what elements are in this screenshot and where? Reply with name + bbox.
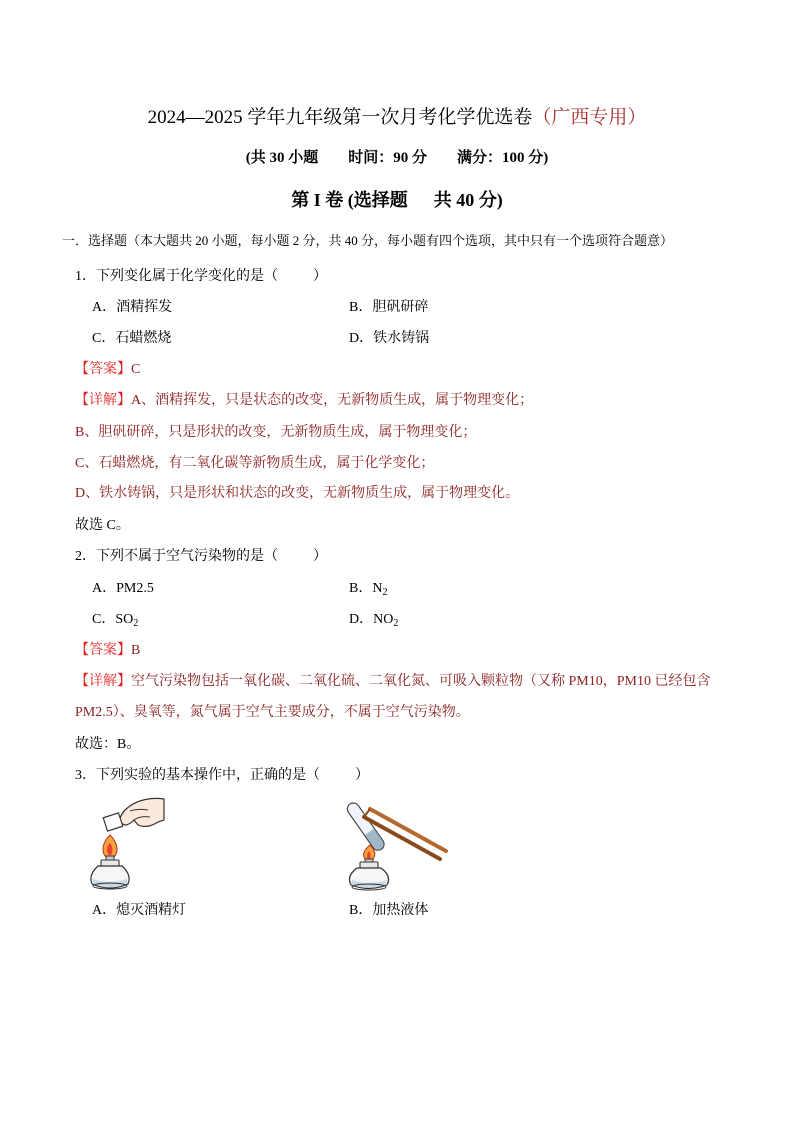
- q2-conclusion: 故选：B。: [75, 737, 141, 752]
- exam-info: [0, 147, 794, 169]
- q2-detail-line: PM2.5）、臭氧等，氮气属于空气主要成分，不属于空气污染物。: [75, 705, 470, 720]
- q2-answer: [75, 641, 140, 661]
- hand-icon: [119, 798, 164, 826]
- flame-icon: [103, 835, 117, 858]
- page-title: [0, 105, 794, 131]
- q2-option-a: A．PM2.5: [92, 581, 154, 596]
- title-main: 2024—2025 学年九年级第一次月考化学优选卷: [147, 107, 533, 128]
- detail-label: 【详解】: [75, 674, 131, 689]
- q1-option-a: A．酒精挥发: [92, 300, 173, 315]
- q3-figure-a-caption: A．熄灭酒精灯: [92, 903, 187, 918]
- answer-label: 【答案】: [75, 643, 131, 658]
- q1-detail-line: D、铁水铸锅，只是形状和状态的改变，无新物质生成，属于物理变化。: [75, 486, 520, 501]
- detail-label: 【详解】: [75, 393, 131, 408]
- q1-answer: [75, 360, 140, 380]
- q2-option-d: D．$NO_2$: [349, 612, 399, 629]
- q1-option-b: B．胆矾研碎: [349, 300, 429, 315]
- volume-heading: [0, 188, 794, 212]
- question-1-stem: 1．下列变化属于化学变化的是（ ）: [75, 269, 327, 284]
- answer-value: B: [131, 643, 141, 658]
- q2-detail-line: 【详解】空气污染物包括一氧化碳、二氧化硫、二氧化氮、可吸入颗粒物（又称 PM10，PM10 已经包含: [75, 674, 711, 689]
- q3-figure-b-caption: B．加热液体: [349, 903, 429, 918]
- question-2-stem: 2．下列不属于空气污染物的是（ ）: [75, 549, 327, 564]
- q1-detail-line: C、石蜡燃烧，有二氧化碳等新物质生成，属于化学变化；: [75, 456, 435, 471]
- q2-option-b: B．$N_2$: [349, 581, 388, 598]
- q1-option-c: C．石蜡燃烧: [92, 331, 172, 346]
- question-count: (共 30 小题: [245, 150, 319, 166]
- section-heading: 一．选择题（本大题共 20 小题，每小题 2 分，共 40 分，每小题有四个选项，其中只有一个选项符合题意）: [62, 233, 674, 248]
- answer-value: C: [131, 362, 141, 377]
- q1-option-d: D．铁水铸锅: [349, 331, 430, 346]
- heating-liquid-illustration: [340, 795, 450, 895]
- title-region: （广西专用）: [532, 107, 647, 128]
- volume-name: 第 I 卷 (选择题: [291, 190, 408, 210]
- q1-detail-line: B、胆矾研碎，只是形状的改变，无新物质生成，属于物理变化；: [75, 425, 477, 440]
- q2-option-c: C．$SO_2$: [92, 612, 139, 629]
- exam-time: 时间：90 分: [348, 150, 427, 166]
- q1-conclusion: 故选 C。: [75, 518, 130, 533]
- q1-detail-line: 【详解】A、酒精挥发，只是状态的改变，无新物质生成，属于物理变化；: [75, 393, 534, 408]
- paper-card: [103, 813, 123, 831]
- alcohol-lamp-icon: [349, 859, 388, 890]
- answer-label: 【答案】: [75, 362, 131, 377]
- alcohol-lamp-extinguish-illustration: [86, 795, 166, 895]
- volume-points: 共 40 分): [433, 190, 503, 210]
- alcohol-lamp-icon: [91, 856, 129, 889]
- full-score: 满分：100 分): [457, 150, 549, 166]
- question-3-stem: 3．下列实验的基本操作中，正确的是（ ）: [75, 768, 369, 783]
